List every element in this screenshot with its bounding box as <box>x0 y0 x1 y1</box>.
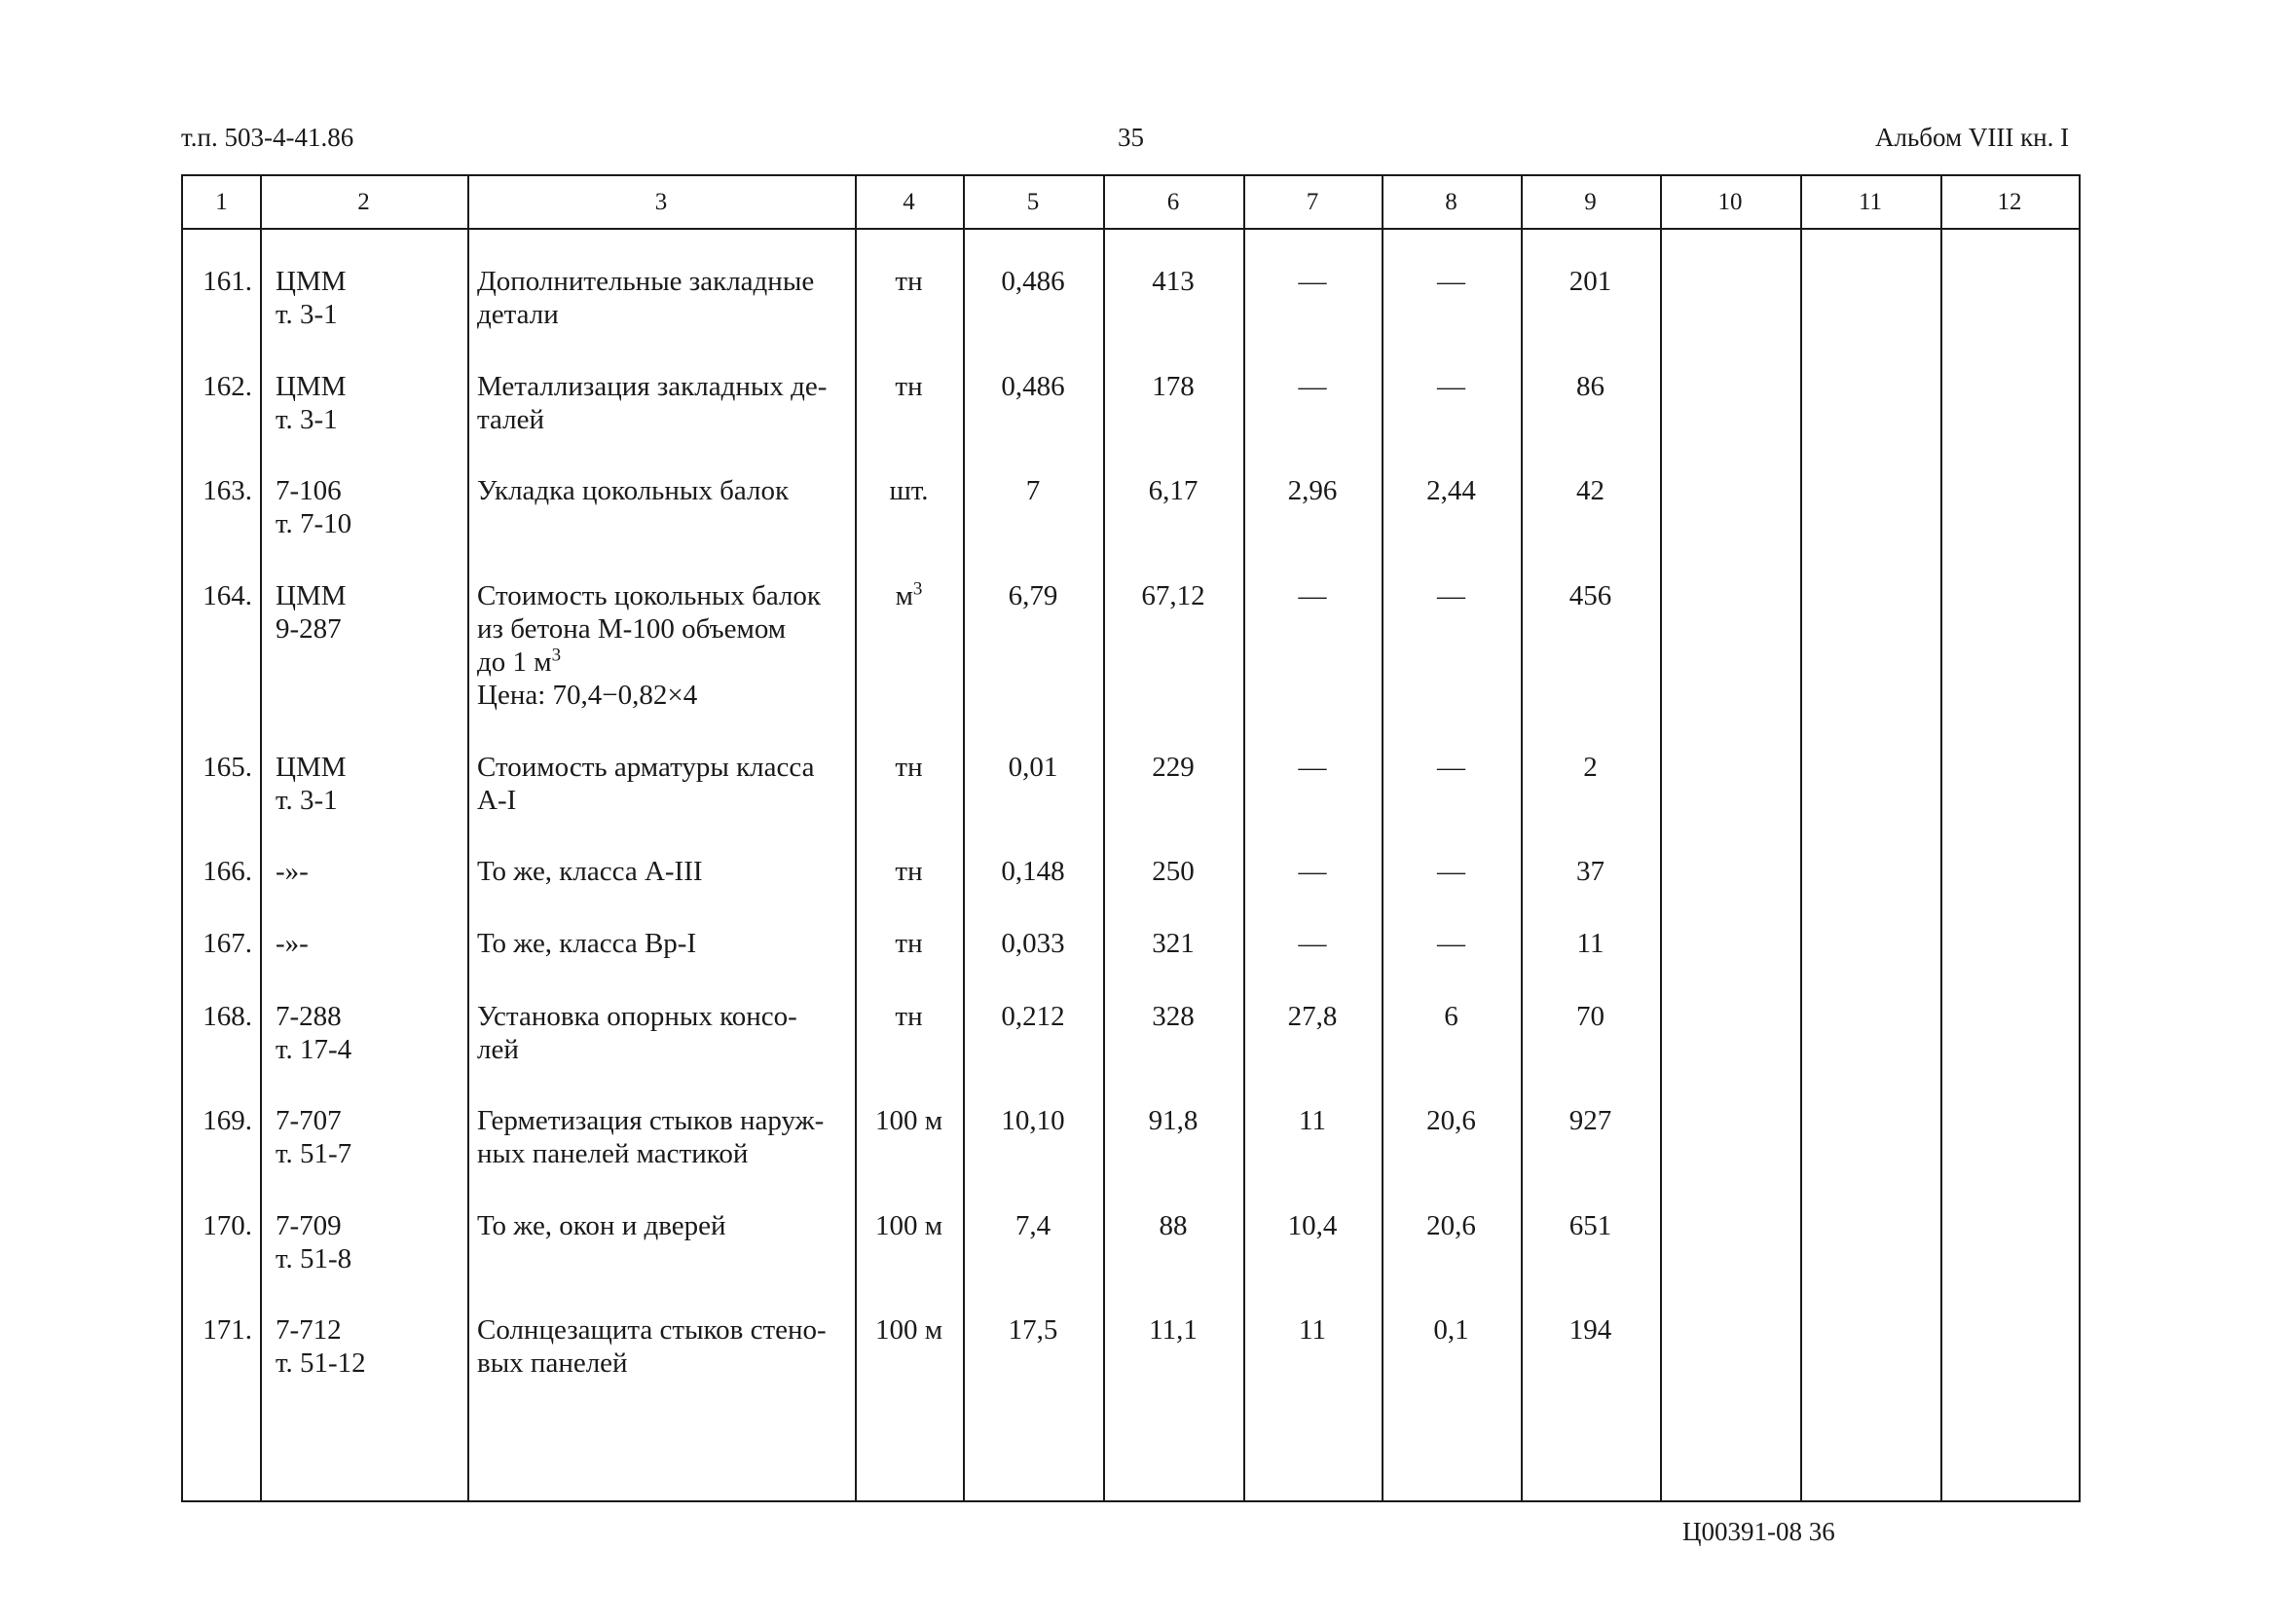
work-description <box>477 474 851 507</box>
row-number <box>187 1000 252 1033</box>
work-description-line: лей <box>477 1034 519 1065</box>
unit <box>855 1209 963 1242</box>
row-number-value: 161. <box>203 266 252 297</box>
wages-value: — <box>1298 928 1327 959</box>
norm-code-line: т. 51-7 <box>276 1138 352 1169</box>
machinery-value: — <box>1437 371 1465 402</box>
norm-code-line: -»- <box>276 928 309 959</box>
wages-value: 2,96 <box>1287 475 1338 506</box>
work-description <box>477 1209 851 1242</box>
work-description-line: Укладка цокольных балок <box>477 475 790 506</box>
norm-code <box>276 927 463 960</box>
work-description-line: из бетона М-100 объемом <box>477 613 787 645</box>
norm-code-line: т. 3-1 <box>276 785 338 816</box>
norm-code <box>276 1000 463 1066</box>
total-cost <box>1521 370 1660 403</box>
norm-code-line: 7-288 <box>276 1001 342 1032</box>
column-header-8: 8 <box>1445 189 1457 215</box>
norm-code-line: -»- <box>276 856 309 887</box>
unit-cost-value: 88 <box>1159 1210 1188 1241</box>
norm-code-line: ЦММ <box>276 752 347 783</box>
unit-cost <box>1103 1104 1243 1137</box>
superscript: 3 <box>551 645 562 666</box>
machinery <box>1382 265 1521 298</box>
total-cost-value: 201 <box>1568 266 1612 297</box>
quantity-value: 17,5 <box>1008 1314 1058 1346</box>
work-description-line: Солнцезащита стыков стено- <box>477 1314 827 1346</box>
row-number <box>187 1104 252 1137</box>
wages <box>1243 370 1382 403</box>
wages <box>1243 927 1382 960</box>
unit-cost-value: 6,17 <box>1148 475 1199 506</box>
machinery-value: 6 <box>1444 1001 1458 1032</box>
work-description <box>477 1313 851 1380</box>
quantity <box>963 370 1103 403</box>
column-header-7: 7 <box>1306 189 1319 215</box>
unit-cost <box>1103 370 1243 403</box>
row-number-value: 162. <box>203 371 252 402</box>
wages <box>1243 579 1382 612</box>
unit-cost-value: 321 <box>1152 928 1195 959</box>
row-number-value: 168. <box>203 1001 252 1032</box>
machinery <box>1382 927 1521 960</box>
column-header-11: 11 <box>1858 189 1883 215</box>
row-number <box>187 370 252 403</box>
work-description <box>477 265 851 331</box>
unit-cost-value: 250 <box>1152 856 1195 887</box>
work-description-line: Стоимость арматуры класса <box>477 752 815 783</box>
unit <box>855 927 963 960</box>
row-number-value: 166. <box>203 856 252 887</box>
unit-value: тн <box>895 1001 923 1032</box>
work-description-line: детали <box>477 299 559 330</box>
unit-cost-value: 229 <box>1152 752 1195 783</box>
quantity-value: 7 <box>1025 475 1041 506</box>
quantity-value: 10,10 <box>1001 1105 1065 1136</box>
row-number <box>187 751 252 784</box>
column-header-3: 3 <box>654 189 668 215</box>
quantity-value: 0,212 <box>1001 1001 1065 1032</box>
unit-value: тн <box>895 266 923 297</box>
norm-code-line: 7-712 <box>276 1314 342 1346</box>
unit-cost-value: 91,8 <box>1148 1105 1199 1136</box>
row-number <box>187 474 252 507</box>
norm-code <box>276 1313 463 1380</box>
machinery-value: 2,44 <box>1426 475 1476 506</box>
row-number-value: 165. <box>203 752 252 783</box>
norm-code <box>276 579 463 646</box>
norm-code-line: 7-707 <box>276 1105 342 1136</box>
column-header-6: 6 <box>1166 189 1180 215</box>
work-description-line: ных панелей мастикой <box>477 1138 749 1169</box>
document-code: т.п. 503-4-41.86 <box>181 123 354 152</box>
unit-value: тн <box>895 856 923 887</box>
norm-code <box>276 751 463 817</box>
work-description-line: талей <box>477 404 545 435</box>
unit-cost <box>1103 474 1243 507</box>
norm-code-line: 9-287 <box>276 613 342 645</box>
quantity <box>963 855 1103 888</box>
unit <box>855 1104 963 1137</box>
row-number-value: 164. <box>203 580 252 611</box>
unit-value: 100 м <box>874 1210 943 1241</box>
total-cost-value: 86 <box>1576 371 1605 402</box>
row-number <box>187 1313 252 1347</box>
unit-cost <box>1103 579 1243 612</box>
wages-value: 11 <box>1299 1314 1326 1346</box>
work-description-line: Установка опорных консо- <box>477 1001 797 1032</box>
unit-cost-value: 413 <box>1152 266 1195 297</box>
wages <box>1243 1209 1382 1242</box>
quantity-value: 0,486 <box>1001 266 1065 297</box>
unit-cost-value: 67,12 <box>1141 580 1205 611</box>
wages <box>1243 1313 1382 1347</box>
wages <box>1243 1104 1382 1137</box>
album-label: Альбом VIII кн. I <box>1875 123 2070 152</box>
column-header-12: 12 <box>1997 189 2022 215</box>
total-cost-value: 42 <box>1576 475 1605 506</box>
work-description-line: То же, класса Вр-I <box>477 928 697 959</box>
norm-code-line: т. 51-8 <box>276 1243 352 1274</box>
row-number-value: 163. <box>203 475 252 506</box>
unit-value: тн <box>895 371 923 402</box>
total-cost <box>1521 927 1660 960</box>
wages <box>1243 265 1382 298</box>
wages <box>1243 474 1382 507</box>
total-cost <box>1521 579 1660 612</box>
norm-code <box>276 370 463 436</box>
quantity-value: 6,79 <box>1008 580 1058 611</box>
wages <box>1243 751 1382 784</box>
work-description-line: Стоимость цокольных балок <box>477 580 822 611</box>
norm-code-line: 7-106 <box>276 475 342 506</box>
column-header-5: 5 <box>1026 189 1040 215</box>
norm-code-line: ЦММ <box>276 371 347 402</box>
column-header-10: 10 <box>1717 189 1743 215</box>
machinery-value: — <box>1437 266 1465 297</box>
work-description-line: То же, класса А-III <box>477 856 703 887</box>
row-number <box>187 855 252 888</box>
row-number-value: 171. <box>203 1314 252 1346</box>
column-divider <box>467 176 469 1500</box>
total-cost-value: 651 <box>1568 1210 1612 1241</box>
work-description <box>477 927 851 960</box>
unit-cost <box>1103 1313 1243 1347</box>
unit-value: м <box>895 580 913 611</box>
norm-code-line: т. 51-12 <box>276 1347 366 1379</box>
total-cost <box>1521 1209 1660 1242</box>
unit <box>855 1313 963 1347</box>
column-divider <box>1940 176 1942 1500</box>
unit <box>855 265 963 298</box>
wages <box>1243 1000 1382 1033</box>
machinery-value: 20,6 <box>1426 1210 1476 1241</box>
total-cost <box>1521 855 1660 888</box>
total-cost-value: 2 <box>1583 752 1598 783</box>
wages-value: — <box>1298 266 1327 297</box>
work-description-line: Цена: 70,4−0,82×4 <box>477 680 698 711</box>
norm-code-line: т. 17-4 <box>276 1034 352 1065</box>
unit-value: шт. <box>889 475 929 506</box>
machinery <box>1382 1000 1521 1033</box>
quantity-value: 7,4 <box>1014 1210 1051 1241</box>
quantity <box>963 265 1103 298</box>
estimate-table <box>181 174 2081 1502</box>
total-cost-value: 927 <box>1568 1105 1612 1136</box>
unit <box>855 474 963 507</box>
work-description-line: Дополнительные закладные <box>477 266 815 297</box>
column-divider <box>1660 176 1662 1500</box>
machinery-value: — <box>1437 580 1465 611</box>
row-number <box>187 1209 252 1242</box>
work-description-line: А-I <box>477 785 517 816</box>
total-cost-value: 11 <box>1576 928 1605 959</box>
footer-code: Ц00391-08 36 <box>1682 1517 1835 1546</box>
work-description-line: Металлизация закладных де- <box>477 371 828 402</box>
row-number-value: 169. <box>203 1105 252 1136</box>
total-cost <box>1521 1104 1660 1137</box>
unit-cost <box>1103 855 1243 888</box>
wages-value: 11 <box>1299 1105 1326 1136</box>
machinery <box>1382 855 1521 888</box>
unit <box>855 855 963 888</box>
norm-code-line: ЦММ <box>276 266 347 297</box>
row-number <box>187 927 252 960</box>
unit-cost-value: 11,1 <box>1149 1314 1198 1346</box>
row-number <box>187 265 252 298</box>
work-description-line: Герметизация стыков наруж- <box>477 1105 825 1136</box>
column-header-9: 9 <box>1584 189 1597 215</box>
unit-value: тн <box>895 928 923 959</box>
quantity <box>963 474 1103 507</box>
column-divider <box>1800 176 1802 1500</box>
total-cost-value: 70 <box>1576 1001 1605 1032</box>
wages-value: 27,8 <box>1287 1001 1338 1032</box>
norm-code-line: т. 7-10 <box>276 508 352 539</box>
work-description <box>477 370 851 436</box>
wages <box>1243 855 1382 888</box>
unit-cost-value: 178 <box>1152 371 1195 402</box>
total-cost-value: 194 <box>1568 1314 1612 1346</box>
unit-cost <box>1103 927 1243 960</box>
machinery <box>1382 1313 1521 1347</box>
quantity-value: 0,01 <box>1008 752 1058 783</box>
unit <box>855 751 963 784</box>
quantity <box>963 751 1103 784</box>
wages-value: — <box>1298 856 1327 887</box>
unit-value: тн <box>895 752 923 783</box>
machinery <box>1382 579 1521 612</box>
machinery-value: — <box>1437 752 1465 783</box>
machinery <box>1382 1209 1521 1242</box>
row-number <box>187 579 252 612</box>
quantity-value: 0,486 <box>1001 371 1065 402</box>
superscript: 3 <box>912 578 923 600</box>
wages-value: 10,4 <box>1287 1210 1338 1241</box>
quantity-value: 0,148 <box>1001 856 1065 887</box>
quantity <box>963 579 1103 612</box>
norm-code <box>276 1209 463 1275</box>
machinery-value: — <box>1437 928 1465 959</box>
work-description <box>477 1000 851 1066</box>
work-description <box>477 751 851 817</box>
machinery <box>1382 1104 1521 1137</box>
unit-cost <box>1103 751 1243 784</box>
page-number: 35 <box>1118 123 1144 152</box>
machinery-value: 0,1 <box>1433 1314 1469 1346</box>
norm-code <box>276 855 463 888</box>
work-description <box>477 1104 851 1170</box>
norm-code <box>276 1104 463 1170</box>
wages-value: — <box>1298 752 1327 783</box>
unit-value: 100 м <box>874 1105 943 1136</box>
total-cost <box>1521 474 1660 507</box>
column-header-4: 4 <box>903 189 915 215</box>
unit-cost <box>1103 1209 1243 1242</box>
quantity <box>963 1313 1103 1347</box>
total-cost <box>1521 751 1660 784</box>
unit <box>855 370 963 403</box>
quantity <box>963 1209 1103 1242</box>
work-description <box>477 855 851 888</box>
wages-value: — <box>1298 580 1327 611</box>
total-cost-value: 37 <box>1576 856 1605 887</box>
machinery-value: — <box>1437 856 1465 887</box>
norm-code-line: ЦММ <box>276 580 347 611</box>
total-cost-value: 456 <box>1568 580 1612 611</box>
quantity-value: 0,033 <box>1001 928 1065 959</box>
unit-cost <box>1103 1000 1243 1033</box>
machinery <box>1382 370 1521 403</box>
unit <box>855 579 963 612</box>
unit <box>855 1000 963 1033</box>
total-cost <box>1521 1000 1660 1033</box>
norm-code-line: 7-709 <box>276 1210 342 1241</box>
quantity <box>963 927 1103 960</box>
row-number-value: 167. <box>203 928 252 959</box>
unit-value: 100 м <box>874 1314 943 1346</box>
unit-cost <box>1103 265 1243 298</box>
norm-code-line: т. 3-1 <box>276 299 338 330</box>
machinery-value: 20,6 <box>1426 1105 1476 1136</box>
work-description <box>477 579 851 712</box>
machinery <box>1382 751 1521 784</box>
quantity <box>963 1000 1103 1033</box>
column-divider <box>260 176 262 1500</box>
machinery <box>1382 474 1521 507</box>
norm-code <box>276 474 463 540</box>
norm-code-line: т. 3-1 <box>276 404 338 435</box>
work-description-line: до 1 $м^3$ <box>477 645 562 678</box>
total-cost <box>1521 265 1660 298</box>
wages-value: — <box>1298 371 1327 402</box>
norm-code <box>276 265 463 331</box>
column-header-2: 2 <box>357 189 370 215</box>
work-description-line: вых панелей <box>477 1347 628 1379</box>
work-description-line: То же, окон и дверей <box>477 1210 726 1241</box>
unit-cost-value: 328 <box>1152 1001 1195 1032</box>
column-header-1: 1 <box>215 189 228 215</box>
total-cost <box>1521 1313 1660 1347</box>
row-number-value: 170. <box>203 1210 252 1241</box>
quantity <box>963 1104 1103 1137</box>
